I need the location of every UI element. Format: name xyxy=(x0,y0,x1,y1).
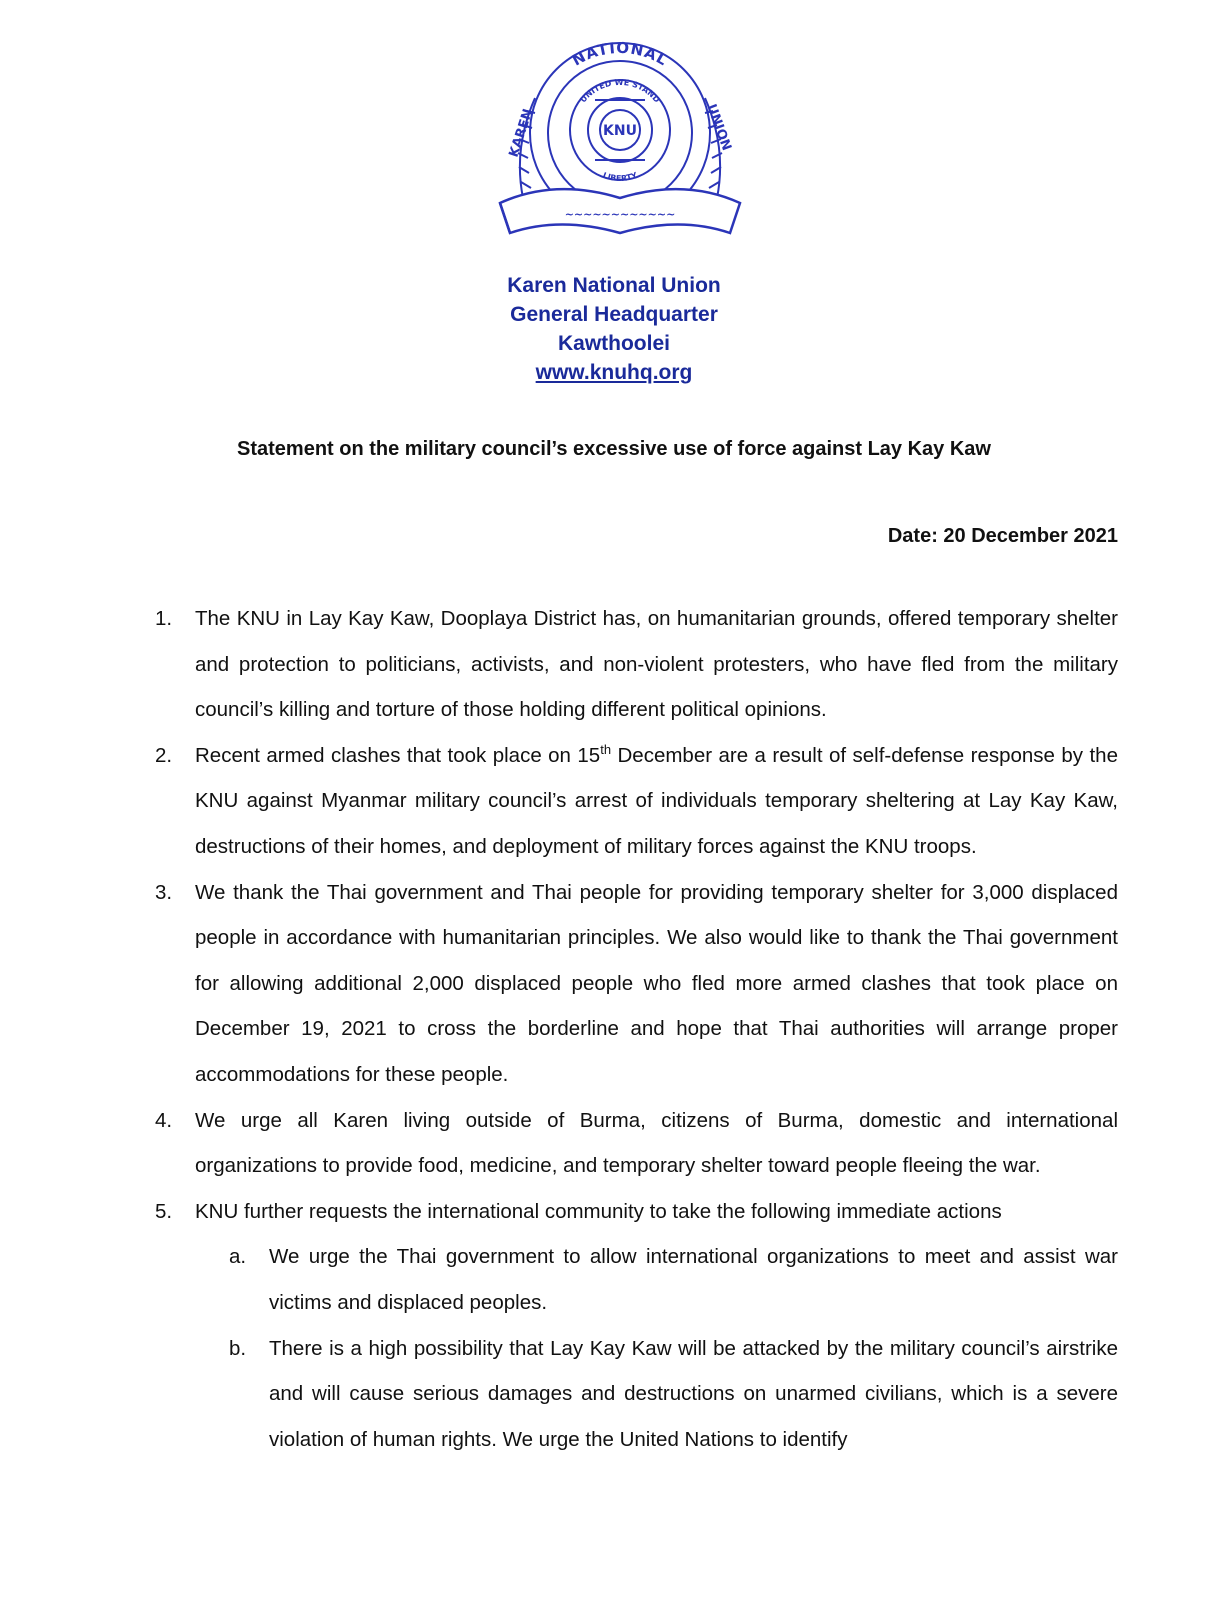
sub-list-item xyxy=(155,1326,1118,1463)
statement-body xyxy=(155,596,1118,1462)
statement-title: Statement on the military council’s excessive use of force against Lay Kay Kaw xyxy=(237,438,991,460)
list-item xyxy=(155,1098,1118,1189)
list-item xyxy=(155,870,1118,1098)
svg-text:LIBERTY xyxy=(601,171,638,183)
item-number: 5. xyxy=(155,1199,173,1223)
sub-list-item xyxy=(155,1234,1118,1325)
item-text: We thank the Thai government and Thai people for providing temporary shelter for 3,000 displaced people in accordance with humanitarian principles. We also would like to thank the Thai government for allowing additional 2,000 displaced people who fled more armed clashes that took place on December 19, 2021 to cross the borderline and hope that Thai authorities will arrange proper accommodations for these people. xyxy=(195,880,1118,1086)
place-name: Kawthoolei xyxy=(557,332,670,355)
hq-name: General Headquarter xyxy=(510,303,718,326)
item-text: Recent armed clashes that took place on 15 xyxy=(195,743,601,767)
ordinal-suffix: th xyxy=(600,741,612,757)
sub-item-text: There is a high possibility that Lay Kay Kaw will be attacked by the military council’s airstrike and will cause serious damages and destructions on unarmed civilians, which is a severe violation of human rights. We urge the United Nations to identify xyxy=(269,1336,1118,1451)
item-text: KNU further requests the international community to take the following immediate actions xyxy=(195,1199,1002,1223)
list-item xyxy=(155,1189,1118,1235)
list-item xyxy=(155,596,1118,733)
item-number: 1. xyxy=(155,607,173,630)
svg-text:~~~~~~~~~~~~: ~~~~~~~~~~~~ xyxy=(564,208,676,221)
knu-emblem-logo xyxy=(495,38,745,253)
sub-item-letter: a. xyxy=(229,1245,247,1269)
sub-item-letter: b. xyxy=(229,1336,247,1360)
item-number: 4. xyxy=(155,1108,173,1132)
logo-liberty-text: LIBERTY xyxy=(601,170,639,184)
logo-right-text: UNION xyxy=(703,102,734,153)
logo-ring-text: NATIONAL xyxy=(569,38,672,70)
item-number: 2. xyxy=(155,743,173,767)
item-text: We urge all Karen living outside of Burma, citizens of Burma, domestic and international organizations to provide food, medicine, and temporary shelter toward people fleeing the war. xyxy=(195,1108,1118,1178)
item-text: The KNU in Lay Kay Kaw, Dooplaya District has, on humanitarian grounds, offered temporary shelter and protection to politicians, activists, and non-violent protesters, who have fled from the military council’s killing and torture of those holding different political opinions. xyxy=(195,607,1118,722)
logo-motto-text: UNITED WE STAND xyxy=(578,77,662,105)
svg-text:NATIONAL xyxy=(569,39,671,70)
item-number: 3. xyxy=(155,880,173,904)
letterhead xyxy=(0,271,1228,387)
sub-item-text: We urge the Thai government to allow international organizations to meet and assist war victims and displaced peoples. xyxy=(269,1245,1118,1314)
logo-center-text: KNU xyxy=(603,123,637,139)
logo-left-text: KAREN xyxy=(506,107,537,160)
statement-date: Date: 20 December 2021 xyxy=(887,525,1118,547)
item-text: December are a result of self-defense response by the KNU against Myanmar military council’s arrest of individuals temporary sheltering at Lay Kay Kaw, destructions of their homes, and deployment of military forces against the KNU troops. xyxy=(195,743,1118,858)
org-name: Karen National Union xyxy=(507,274,721,297)
website-link[interactable]: www.knuhq.org xyxy=(535,361,693,384)
sub-list xyxy=(155,1234,1118,1462)
list-item xyxy=(155,733,1118,870)
